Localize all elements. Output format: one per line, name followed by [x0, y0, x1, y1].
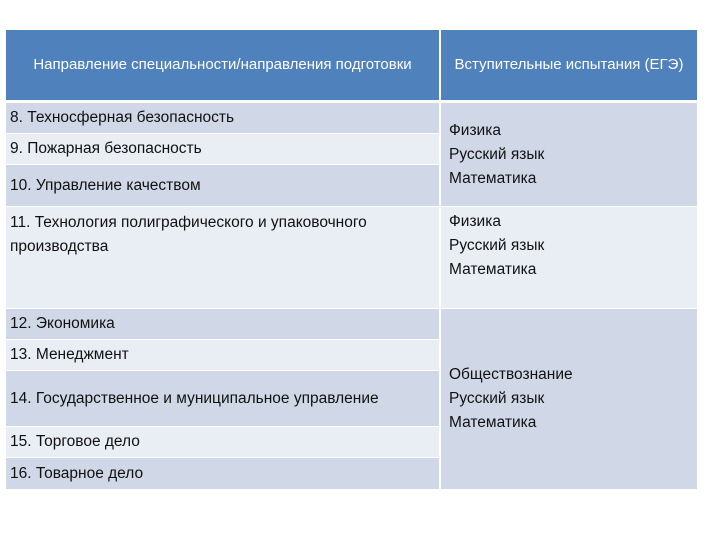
- table-row: 15. Торговое дело: [6, 427, 441, 458]
- exam-subject: Русский язык: [449, 145, 545, 163]
- exam-subject: Обществознание: [449, 366, 573, 383]
- exam-subject: Математика: [449, 169, 537, 187]
- table-row: 13. Менеджмент: [6, 340, 441, 371]
- exam-group: [441, 309, 697, 490]
- table-row: 16. Товарное дело: [6, 458, 441, 490]
- exam-subject: Русский язык: [449, 390, 545, 407]
- table-row: 10. Управление качеством: [6, 165, 441, 207]
- admission-table: [6, 30, 697, 490]
- exam-subject: Физика: [449, 213, 501, 230]
- exam-subject: Русский язык: [449, 237, 545, 254]
- exam-group: [441, 207, 697, 309]
- table-row: 12. Экономика: [6, 309, 441, 340]
- header-exams: Вступительные испытания (ЕГЭ): [441, 30, 697, 103]
- table-row: 11. Технология полиграфического и упаковочного производства: [6, 207, 441, 309]
- table-row: 8. Техносферная безопасность: [6, 103, 441, 134]
- header-direction: Направление специальности/направления подготовки: [6, 30, 441, 103]
- table-row: 9. Пожарная безопасность: [6, 134, 441, 165]
- exam-subject: Физика: [449, 121, 501, 139]
- exam-subject: Математика: [449, 261, 537, 278]
- exam-group: [441, 103, 697, 207]
- exam-subject: Математика: [449, 414, 537, 431]
- table-row: 14. Государственное и муниципальное управление: [6, 371, 441, 427]
